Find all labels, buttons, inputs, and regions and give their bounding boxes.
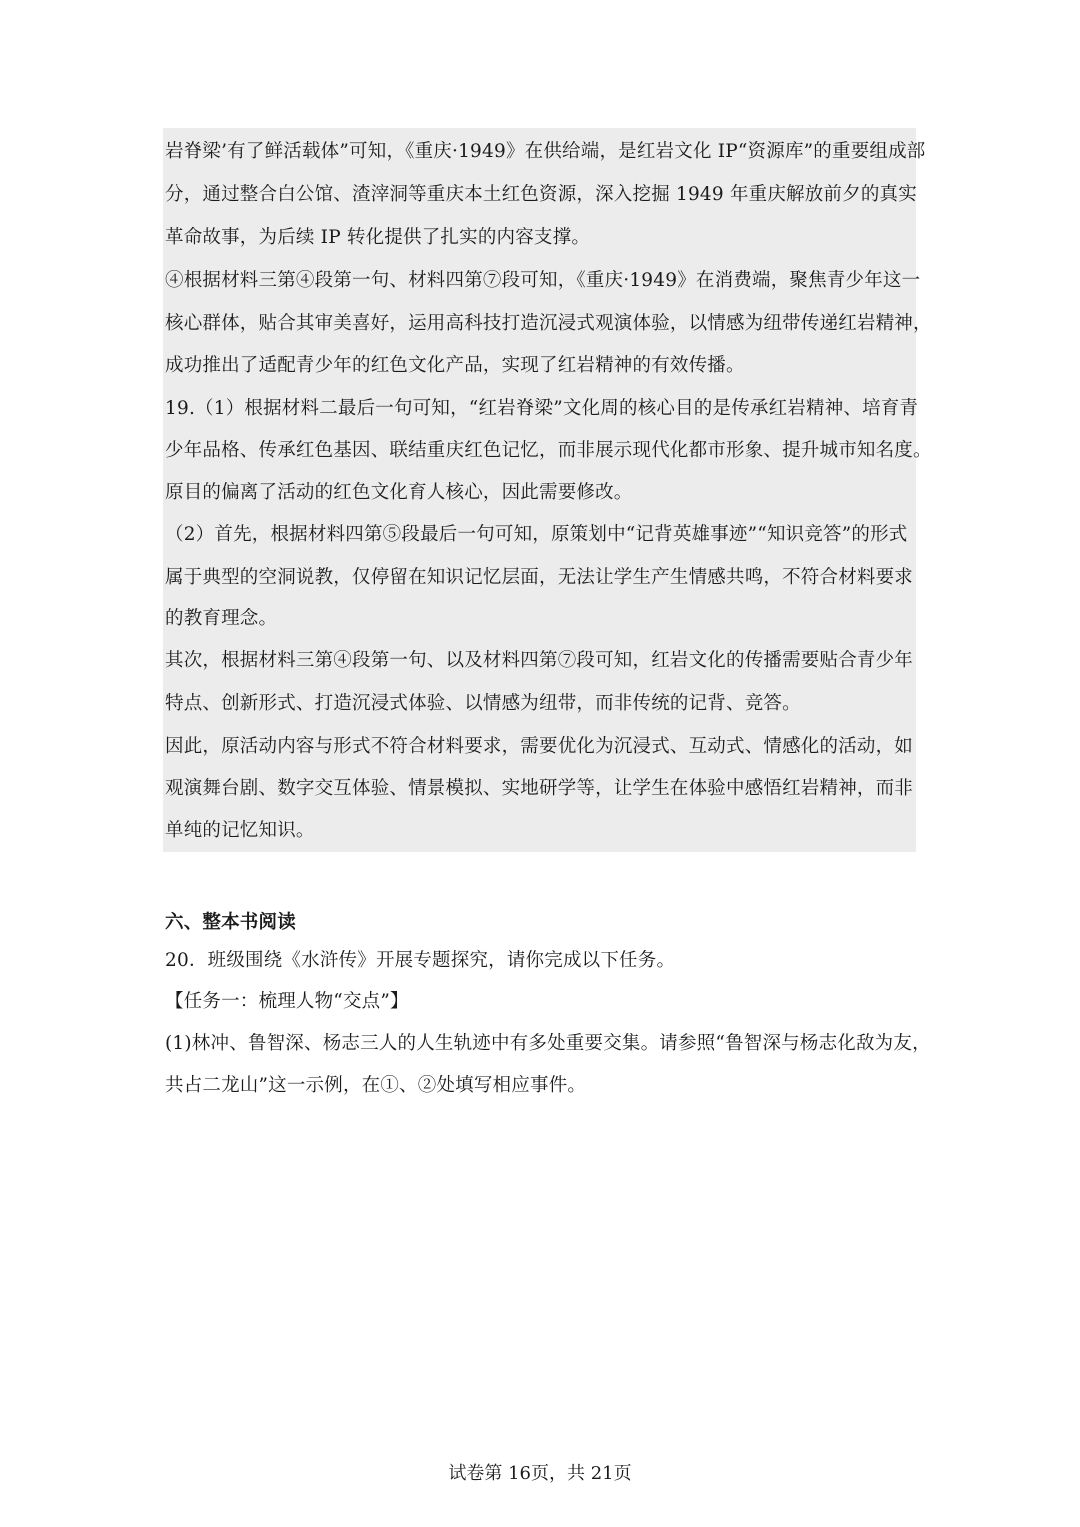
question-text: 20．班级围绕《水浒传》开展专题探究，请你完成以下任务。 [165, 950, 676, 971]
answer-line: 单纯的记忆知识。 [165, 820, 315, 841]
answer-line: 特点、创新形式、打造沉浸式体验、以情感为纽带，而非传统的记背、竞答。 [165, 693, 801, 714]
answer-line: 核心群体，贴合其审美喜好，运用高科技打造沉浸式观演体验，以情感为纽带传递红岩精神， [165, 313, 932, 334]
page-number-footer: 试卷第 16页，共 21页 [448, 1463, 632, 1484]
answer-line: （2）首先，根据材料四第⑤段最后一句可知，原策划中“记背英雄事迹”“知识竞答”的形式 [165, 524, 908, 545]
answer-line: 革命故事，为后续 IP 转化提供了扎实的内容支撑。 [165, 227, 591, 248]
answer-line: 因此，原活动内容与形式不符合材料要求，需要优化为沉浸式、互动式、情感化的活动，如 [165, 736, 914, 757]
answer-line: 少年品格、传承红色基因、联结重庆红色记忆，而非展示现代化都市形象、提升城市知名度。 [165, 440, 932, 461]
prompt-text: (1)林冲、鲁智深、杨志三人的人生轨迹中有多处重要交集。请参照“鲁智深与杨志化敌为友， [165, 1033, 931, 1054]
answer-line: 原目的偏离了活动的红色文化育人核心，因此需要修改。 [165, 482, 633, 503]
prompt-text: 共占二龙山”这一示例，在①、②处填写相应事件。 [165, 1075, 587, 1096]
task-title: 【任务一：梳理人物“交点”】 [165, 991, 409, 1012]
answer-line: 的教育理念。 [165, 608, 278, 629]
answer-line: 岩脊梁’有了鲜活载体”可知，《重庆·1949》在供给端，是红岩文化 IP“资源库”的重要组成部 [165, 141, 926, 162]
section-heading: 六、整本书阅读 [165, 912, 296, 933]
answer-line: 属于典型的空洞说教，仅停留在知识记忆层面，无法让学生产生情感共鸣，不符合材料要求 [165, 567, 914, 588]
answer-line: 19.（1）根据材料二最后一句可知，“红岩脊梁”文化周的核心目的是传承红岩精神、培育青 [165, 398, 919, 419]
answer-line: 观演舞台剧、数字交互体验、情景模拟、实地研学等，让学生在体验中感悟红岩精神，而非 [165, 778, 914, 799]
answer-line: 成功推出了适配青少年的红色文化产品，实现了红岩精神的有效传播。 [165, 355, 745, 376]
answer-line: ④根据材料三第④段第一句、材料四第⑦段可知，《重庆·1949》在消费端，聚焦青少年这一 [165, 270, 921, 291]
answer-line: 其次，根据材料三第④段第一句、以及材料四第⑦段可知，红岩文化的传播需要贴合青少年 [165, 650, 914, 671]
answer-line: 分，通过整合白公馆、渣滓洞等重庆本土红色资源，深入挖掘 1949 年重庆解放前夕的真实 [165, 184, 917, 205]
